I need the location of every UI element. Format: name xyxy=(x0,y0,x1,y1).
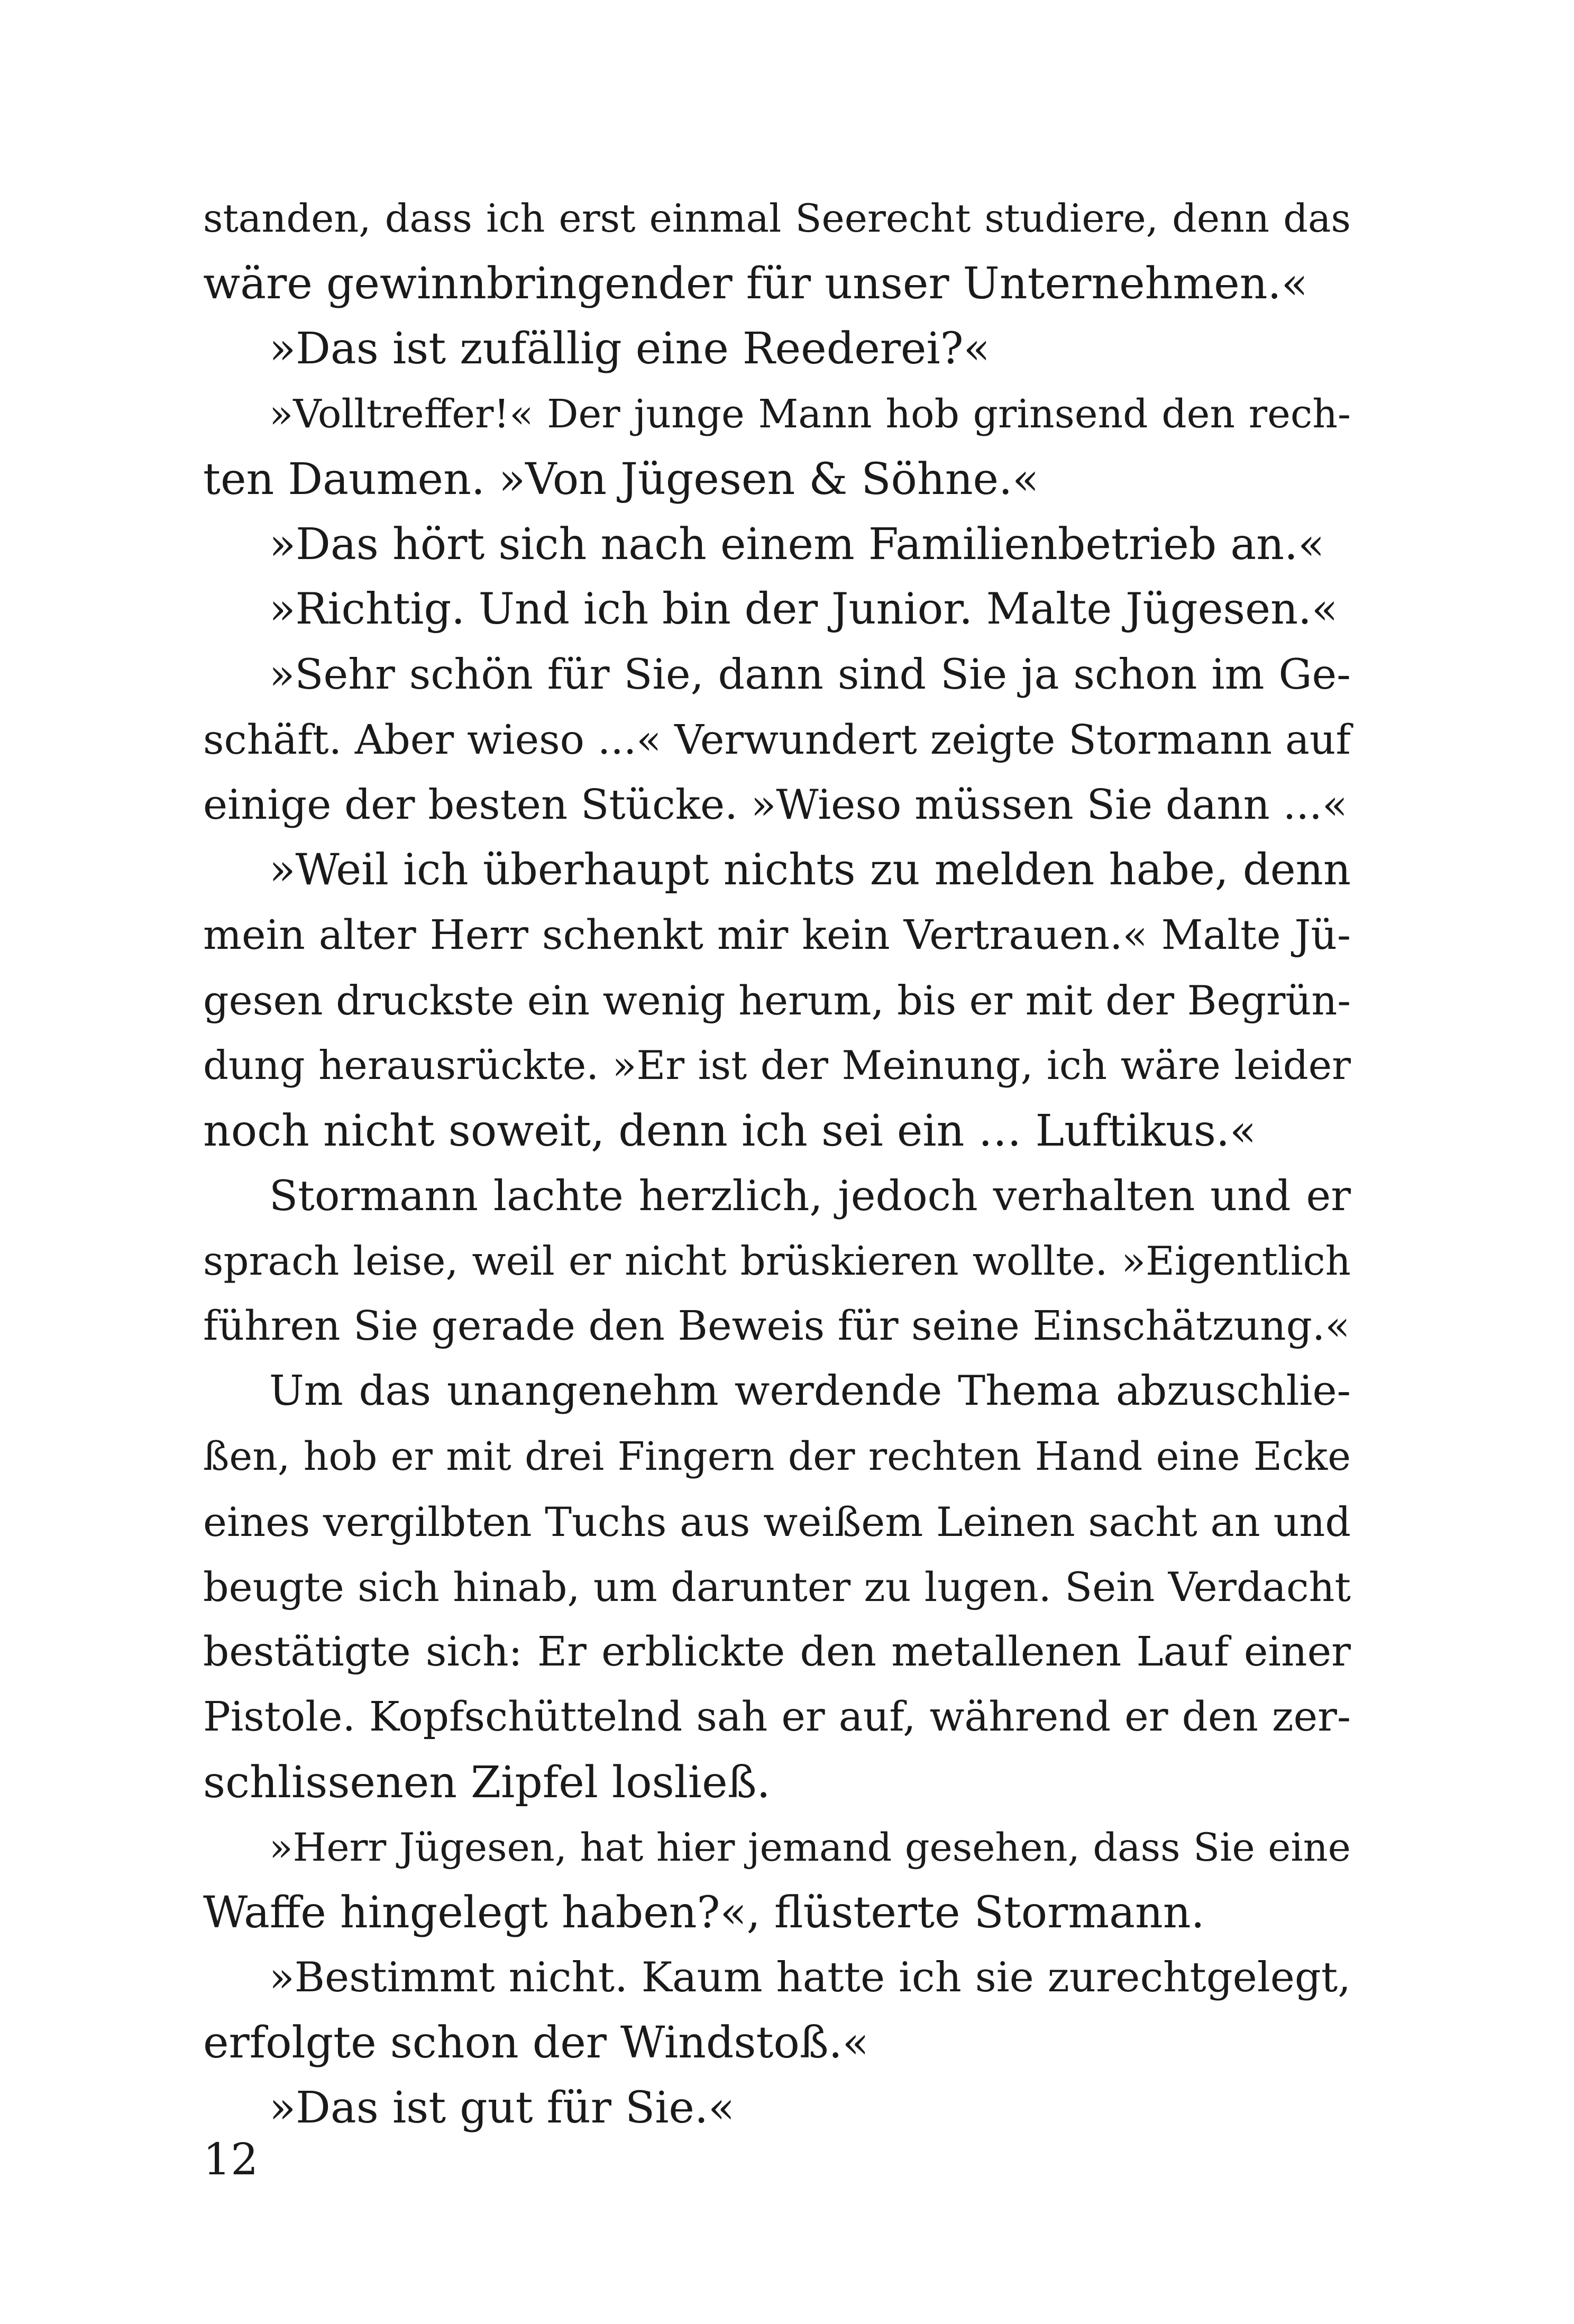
text-line: Um das unangenehm werdende Thema abzuschlie- xyxy=(269,1367,1351,1415)
text-line: Pistole. Kopfschüttelnd sah er auf, während er den zer- xyxy=(203,1694,1351,1741)
text-line: Stormann lachte herzlich, jedoch verhalten und er xyxy=(269,1171,1351,1220)
text-line: mein alter Herr schenkt mir kein Vertrauen.« Malte Jü- xyxy=(203,912,1351,959)
text-line: erfolgte schon der Windstoß.« xyxy=(203,2018,869,2069)
text-line: sprach leise, weil er nicht brüskieren wollte. »Eigentlich xyxy=(203,1238,1351,1284)
text-line: einige der besten Stücke. »Wieso müssen Sie dann ...« xyxy=(203,781,1348,829)
text-line: »Das hört sich nach einem Familienbetrieb an.« xyxy=(269,519,1325,570)
text-line: Waffe hingelegt haben?«, flüsterte Stormann. xyxy=(203,1887,1205,1938)
text-line: schäft. Aber wieso ...« Verwundert zeigte Stormann auf xyxy=(203,716,1351,764)
text-line: »Bestimmt nicht. Kaum hatte ich sie zurechtgelegt, xyxy=(269,1954,1351,2002)
text-line: »Herr Jügesen, hat hier jemand gesehen, dass Sie eine xyxy=(269,1825,1351,1870)
text-line: »Volltreffer!« Der junge Mann hob grinsend den rech- xyxy=(269,391,1351,437)
text-line: »Das ist gut für Sie.« xyxy=(269,2083,735,2134)
page-number: 12 xyxy=(203,2135,259,2185)
text-line: »Richtig. Und ich bin der Junior. Malte Jügesen.« xyxy=(269,584,1338,635)
text-line: standen, dass ich erst einmal Seerecht studiere, denn das xyxy=(203,196,1351,241)
text-line: schlissenen Zipfel losließ. xyxy=(203,1757,771,1808)
text-line: »Sehr schön für Sie, dann sind Sie ja schon im Ge- xyxy=(269,650,1351,699)
text-line: beugte sich hinab, um darunter zu lugen. Sein Verdacht xyxy=(203,1563,1351,1611)
text-line: »Das ist zufällig eine Reederei?« xyxy=(269,324,990,374)
text-line: ßen, hob er mit drei Fingern der rechten Hand eine Ecke xyxy=(203,1433,1351,1479)
text-line: dung herausrückte. »Er ist der Meinung, ich wäre leider xyxy=(203,1042,1351,1089)
text-line: ten Daumen. »Von Jügesen & Söhne.« xyxy=(203,454,1039,505)
text-line: wäre gewinnbringender für unser Unternehmen.« xyxy=(203,259,1308,309)
text-line: »Weil ich überhaupt nichts zu melden habe, denn xyxy=(269,845,1351,895)
text-line: noch nicht soweit, denn ich sei ein … Luftikus.« xyxy=(203,1105,1257,1156)
text-line: gesen druckste ein wenig herum, bis er mit der Begrün- xyxy=(203,977,1351,1024)
text-line: bestätigte sich: Er erblickte den metallenen Lauf einer xyxy=(203,1628,1351,1676)
body-text xyxy=(203,186,1351,2141)
text-line: eines vergilbten Tuchs aus weißem Leinen sacht an und xyxy=(203,1498,1351,1545)
text-line: führen Sie gerade den Beweis für seine Einschätzung.« xyxy=(203,1303,1350,1350)
